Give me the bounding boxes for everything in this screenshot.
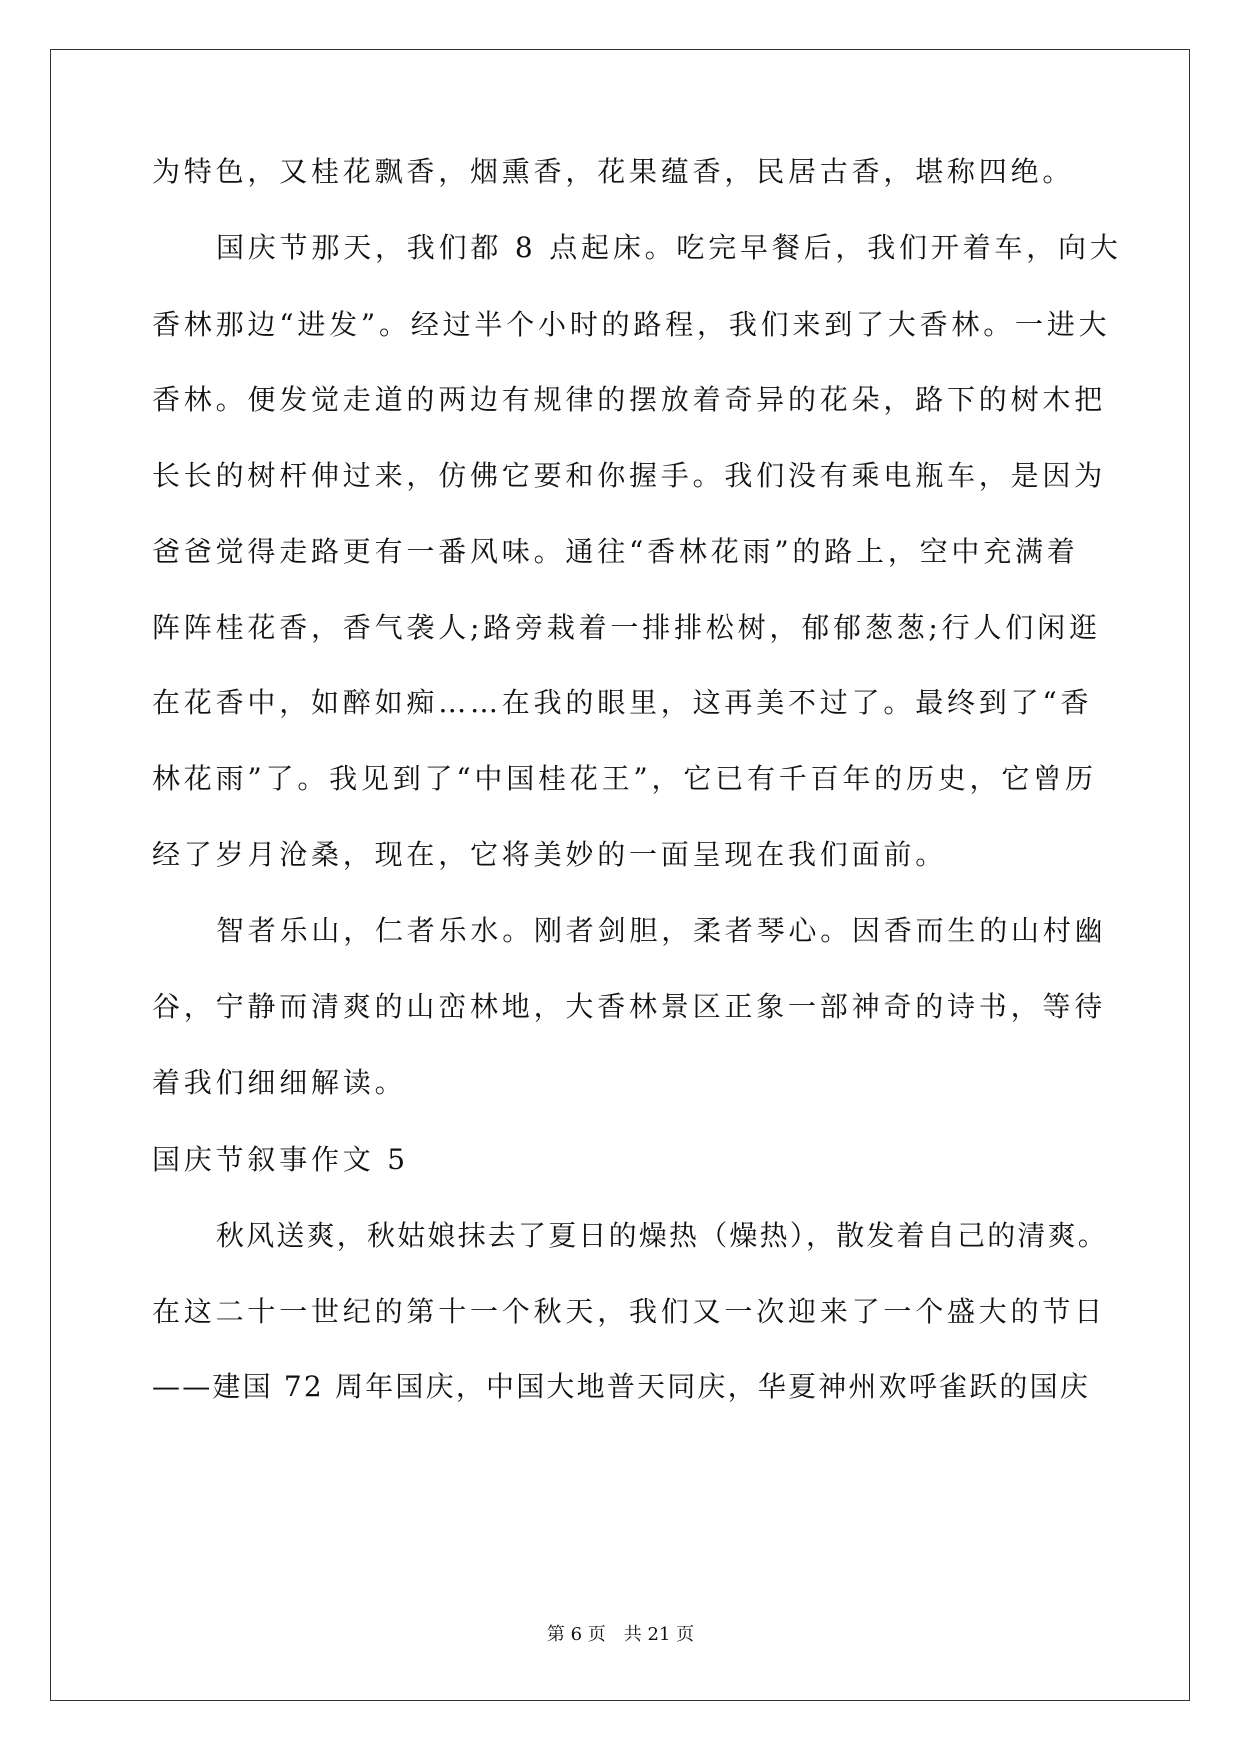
text-line: 经了岁月沧桑，现在，它将美妙的一面呈现在我们面前。 xyxy=(152,838,948,871)
page-border xyxy=(50,49,1190,1701)
text-line: 着我们细细解读。 xyxy=(152,1066,407,1099)
text-line: 为特色，又桂花飘香，烟熏香，花果蕴香，民居古香，堪称四绝。 xyxy=(152,155,1075,188)
text-line: 智者乐山，仁者乐水。刚者剑胆，柔者琴心。因香而生的山村幽 xyxy=(216,914,1107,947)
text-line: 林花雨”了。我见到了“中国桂花王”，它已有千百年的历史，它曾历 xyxy=(152,762,1097,795)
page-number: 第 6 页 共 21 页 xyxy=(546,1624,695,1645)
text-line: ——建国 72 周年国庆，中国大地普天同庆，华夏神州欢呼雀跃的国庆 xyxy=(152,1370,1091,1403)
text-line: 在这二十一世纪的第十一个秋天，我们又一次迎来了一个盛大的节日 xyxy=(152,1295,1107,1328)
text-line: 在花香中，如醉如痴……在我的眼里，这再美不过了。最终到了“香 xyxy=(152,686,1093,719)
text-line: 国庆节那天，我们都 8 点起床。吃完早餐后，我们开着车，向大 xyxy=(216,231,1122,264)
section-heading: 国庆节叙事作文 5 xyxy=(152,1143,409,1176)
text-line: 爸爸觉得走路更有一番风味。通往“香林花雨”的路上，空中充满着 xyxy=(152,535,1079,568)
text-line: 长长的树杆伸过来，仿佛它要和你握手。我们没有乘电瓶车，是因为 xyxy=(152,459,1107,492)
text-line: 阵阵桂花香，香气袭人;路旁栽着一排排松树，郁郁葱葱;行人们闲逛 xyxy=(152,611,1101,644)
text-line: 香林。便发觉走道的两边有规律的摆放着奇异的花朵，路下的树木把 xyxy=(152,383,1107,416)
text-line: 香林那边“进发”。经过半个小时的路程，我们来到了大香林。一进大 xyxy=(152,308,1111,341)
text-line: 秋风送爽，秋姑娘抹去了夏日的燥热（燥热），散发着自己的清爽。 xyxy=(216,1219,1109,1252)
text-line: 谷，宁静而清爽的山峦林地，大香林景区正象一部神奇的诗书，等待 xyxy=(152,990,1107,1023)
